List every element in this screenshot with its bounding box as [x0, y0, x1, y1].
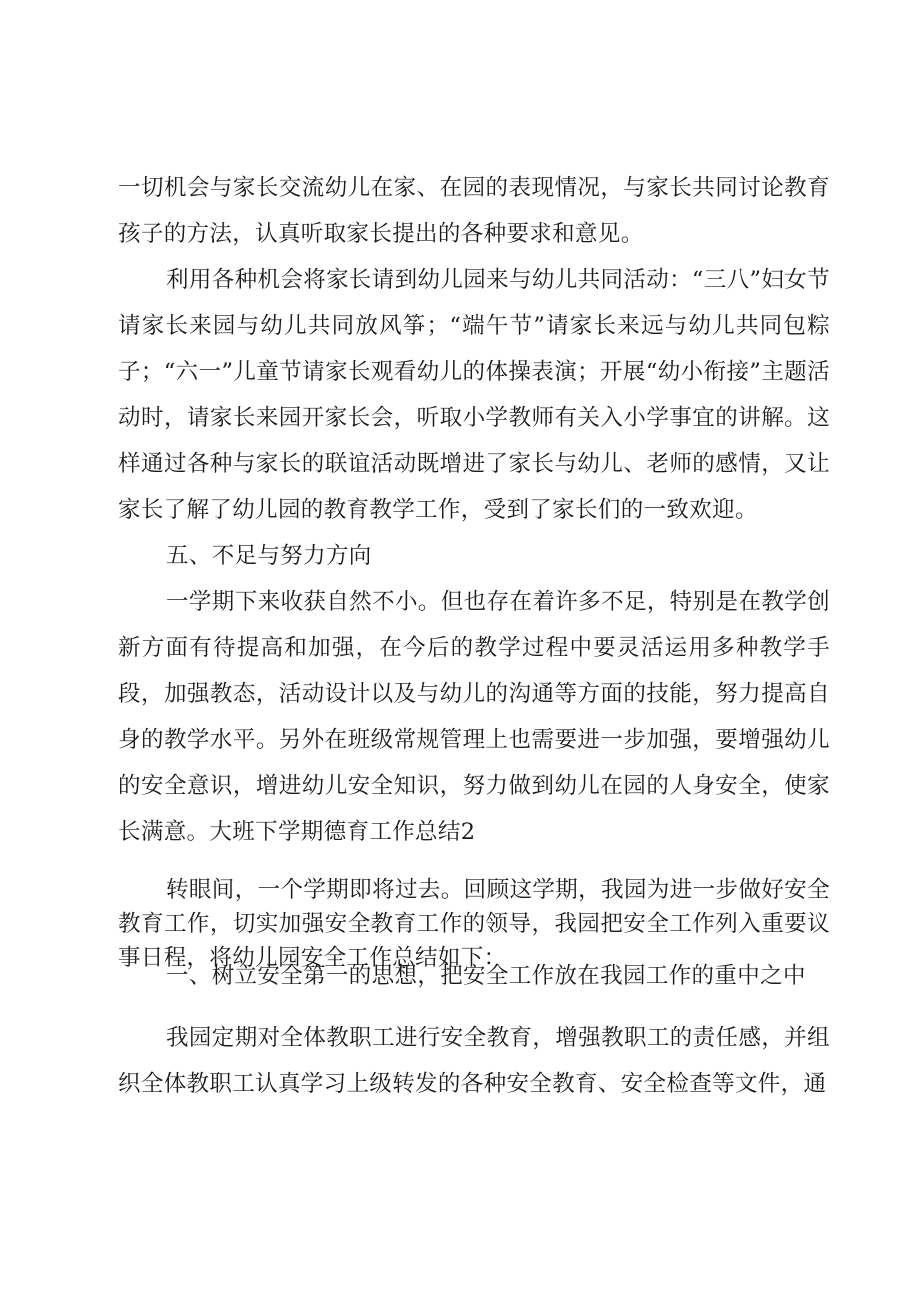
paragraph-parent-communication: 一切机会与家长交流幼儿在家、在园的表现情况，与家长共同讨论教育孩子的方法，认真听取家长提出的各种要求和意见。: [118, 175, 830, 247]
paragraph-shortcomings: 一学期下来收获自然不小。但也存在着许多不足，特别是在教学创新方面有待提高和加强，在今后的教学过程中要灵活运用多种教学手段，加强教态，活动设计以及与幼儿的沟通等方面的技能，努力提高自身的教学水平。另外在班级常规管理上也需要进一步加强，要增强幼儿的安全意识，增进幼儿安全知识，努力做到幼儿在园的人身安全，使家长满意。大班下学期德育工作总结2: [118, 589, 830, 845]
section-heading-safety-first: 一、树立安全第一的思想，把安全工作放在我园工作的重中之中: [166, 963, 806, 989]
paragraph-safety-intro: 转眼间，一个学期即将过去。回顾这学期，我园为进一步做好安全教育工作，切实加强安全教育工作的领导，我园把安全工作列入重要议事日程，将幼儿园安全工作总结如下：: [118, 877, 830, 971]
paragraph-parent-activities: 利用各种机会将家长请到幼儿园来与幼儿共同活动：“三八”妇女节请家长来园与幼儿共同放风筝；“端午节”请家长来远与幼儿共同包粽子；“六一”儿童节请家长观看幼儿的体操表演；开展“幼小衔接”主题活动时，请家长来园开家长会，听取小学教师有关入小学事宜的讲解。这样通过各种与家长的联谊活动既增进了家长与幼儿、老师的感情，又让家长了解了幼儿园的教育教学工作，受到了家长们的一致欢迎。: [118, 267, 830, 523]
section-heading-shortcomings: 五、不足与努力方向: [166, 543, 372, 569]
paragraph-staff-training: 我园定期对全体教职工进行安全教育，增强教职工的责任感，并组织全体教职工认真学习上级转发的各种安全教育、安全检查等文件，通: [118, 1025, 830, 1097]
